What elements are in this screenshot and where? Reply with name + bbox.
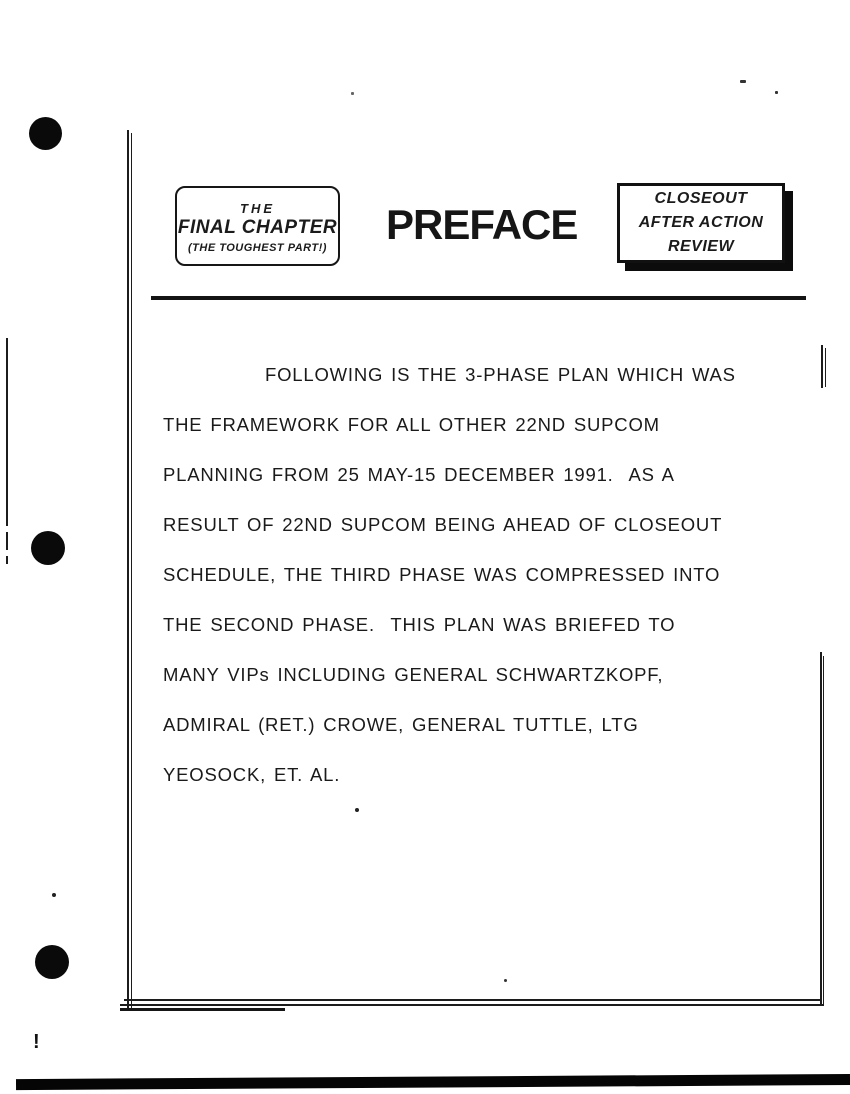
page-border-bottom (120, 1004, 824, 1006)
scan-speck (740, 80, 746, 83)
scan-speck (775, 91, 778, 94)
page-border-left (127, 130, 129, 1010)
hole-punch-middle (31, 531, 65, 565)
paragraph-line: PLANNING FROM 25 MAY-15 DECEMBER 1991. AS A (163, 464, 675, 485)
scanner-edge-bar (16, 1074, 850, 1090)
stamp-box-final-chapter (175, 186, 340, 266)
paragraph-line: RESULT OF 22ND SUPCOM BEING AHEAD OF CLOSEOUT (163, 514, 723, 535)
margin-tick-right-inner (825, 348, 826, 387)
stray-period-dot (355, 808, 359, 812)
stamp-final-chapter-line1: THE (240, 200, 275, 216)
stamp-final-chapter-line3: (THE TOUGHEST PART!) (188, 241, 327, 254)
page-border-bottom-inner (124, 999, 822, 1001)
margin-pen-dot (6, 556, 8, 564)
paragraph-line: FOLLOWING IS THE 3-PHASE PLAN WHICH WAS (265, 364, 736, 385)
paragraph-line: THE SECOND PHASE. THIS PLAN WAS BRIEFED TO (163, 614, 676, 635)
scan-speck (351, 92, 354, 95)
paragraph-line: MANY VIPs INCLUDING GENERAL SCHWARTZKOPF, (163, 664, 664, 685)
paragraph-line: SCHEDULE, THE THIRD PHASE WAS COMPRESSED INTO (163, 564, 721, 585)
margin-pen-stroke (6, 338, 8, 526)
page-border-right-inner (823, 656, 824, 1006)
hole-punch-top (29, 117, 62, 150)
stamp-closeout-line3: REVIEW (667, 238, 735, 255)
stamp-box-closeout (617, 183, 785, 263)
scan-speck (504, 979, 507, 982)
paragraph-line: ADMIRAL (RET.) CROWE, GENERAL TUTTLE, LTG (163, 714, 639, 735)
margin-pen-dash (6, 532, 8, 550)
page-border-left-inner (131, 133, 132, 1009)
stamp-final-chapter-line2: FINAL CHAPTER (177, 216, 338, 238)
paragraph-line: THE FRAMEWORK FOR ALL OTHER 22ND SUPCOM (163, 414, 660, 435)
page-title: PREFACE (386, 201, 578, 248)
stamp-closeout-line2: AFTER ACTION (638, 214, 764, 231)
stamp-closeout-line1: CLOSEOUT (654, 190, 748, 207)
header-divider-rule (151, 296, 806, 300)
body-paragraph (163, 350, 823, 800)
hole-punch-bottom (35, 945, 69, 979)
page-border-smudge (120, 1008, 285, 1011)
scan-speck (52, 893, 56, 897)
paragraph-line: YEOSOCK, ET. AL. (163, 764, 341, 785)
margin-exclamation-mark: ! (33, 1031, 40, 1053)
